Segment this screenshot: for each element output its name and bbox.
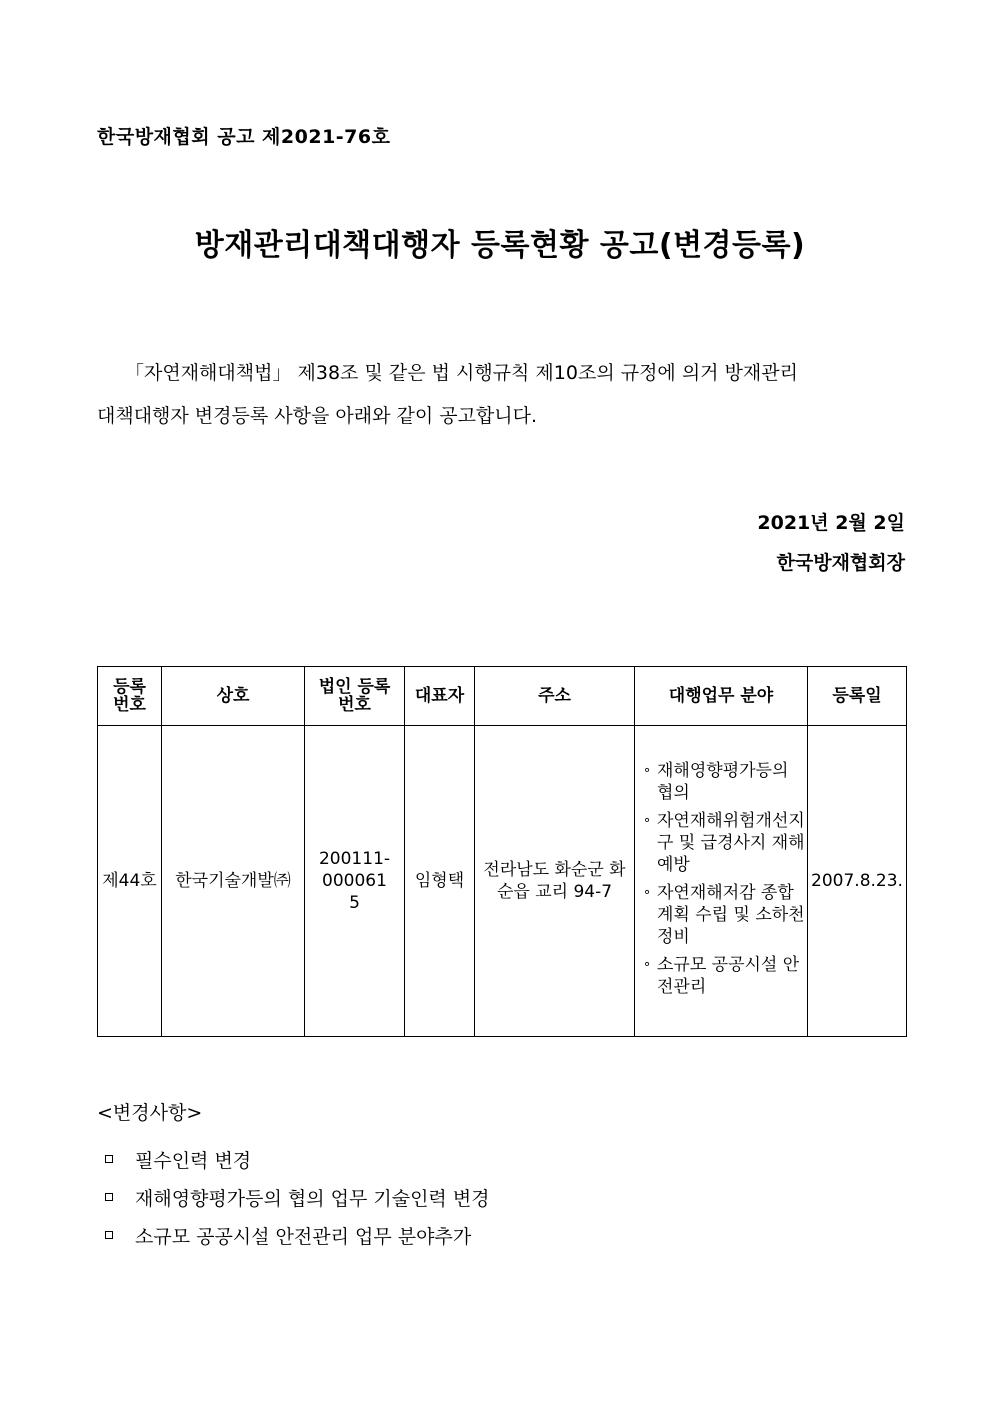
table-row xyxy=(98,726,907,1037)
header-corp-no: 법인 등록번호 xyxy=(305,667,405,726)
header-address: 주소 xyxy=(475,667,635,726)
header-reg-date: 등록일 xyxy=(808,667,907,726)
body-line-2: 대책대행자 변경등록 사항을 아래와 같이 공고합니다. xyxy=(97,405,538,427)
cell-reg-no: 제44호 xyxy=(98,726,162,1037)
table-header-row xyxy=(98,667,907,726)
field-item: ∘ 자연재해위험개선지구 및 급경사지 재해예방 xyxy=(643,811,805,875)
cell-rep: 임형택 xyxy=(405,726,475,1037)
list-item: 필수인력 변경 xyxy=(97,1140,490,1178)
cell-fields xyxy=(635,726,808,1037)
square-bullet-icon xyxy=(105,1193,113,1201)
page-title: 방재관리대책대행자 등록현황 공고(변경등록) xyxy=(194,228,806,263)
header-company: 상호 xyxy=(162,667,305,726)
field-item: ∘ 소규모 공공시설 안전관리 xyxy=(643,955,800,997)
header-reg-no: 등록 번호 xyxy=(98,667,162,726)
header-rep: 대표자 xyxy=(405,667,475,726)
cell-company: 한국기술개발㈜ xyxy=(162,726,305,1037)
header-field: 대행업무 분야 xyxy=(635,667,808,726)
signer: 한국방재협회장 xyxy=(776,552,905,574)
cell-corp-no: 200111-0000615 xyxy=(305,726,405,1037)
bullet-icon: ∘ xyxy=(643,763,652,778)
body-line-1: 「자연재해대책법」 제38조 및 같은 법 시행규칙 제10조의 규정에 의거 방재관리 xyxy=(125,362,798,384)
field-item: ∘ 자연재해저감 종합계획 수립 및 소하천정비 xyxy=(643,883,805,947)
square-bullet-icon xyxy=(105,1231,113,1239)
changes-list xyxy=(97,1140,490,1254)
bullet-icon: ∘ xyxy=(643,957,652,972)
notice-body xyxy=(97,352,905,438)
list-item: 소규모 공공시설 안전관리 업무 분야추가 xyxy=(97,1216,490,1254)
notice-number: 한국방재협회 공고 제2021-76호 xyxy=(97,126,391,148)
bullet-icon: ∘ xyxy=(643,813,652,828)
list-item: 재해영향평가등의 협의 업무 기술인력 변경 xyxy=(97,1178,490,1216)
square-bullet-icon xyxy=(105,1155,113,1163)
cell-address: 전라남도 화순군 화순읍 교리 94-7 xyxy=(475,726,635,1037)
registration-table xyxy=(97,666,907,1037)
field-item: ∘ 재해영향평가등의 협의 xyxy=(643,761,789,803)
bullet-icon: ∘ xyxy=(643,885,652,900)
notice-date: 2021년 2월 2일 xyxy=(757,512,905,534)
changes-title: <변경사항> xyxy=(97,1102,203,1124)
cell-reg-date: 2007.8.23. xyxy=(808,726,907,1037)
